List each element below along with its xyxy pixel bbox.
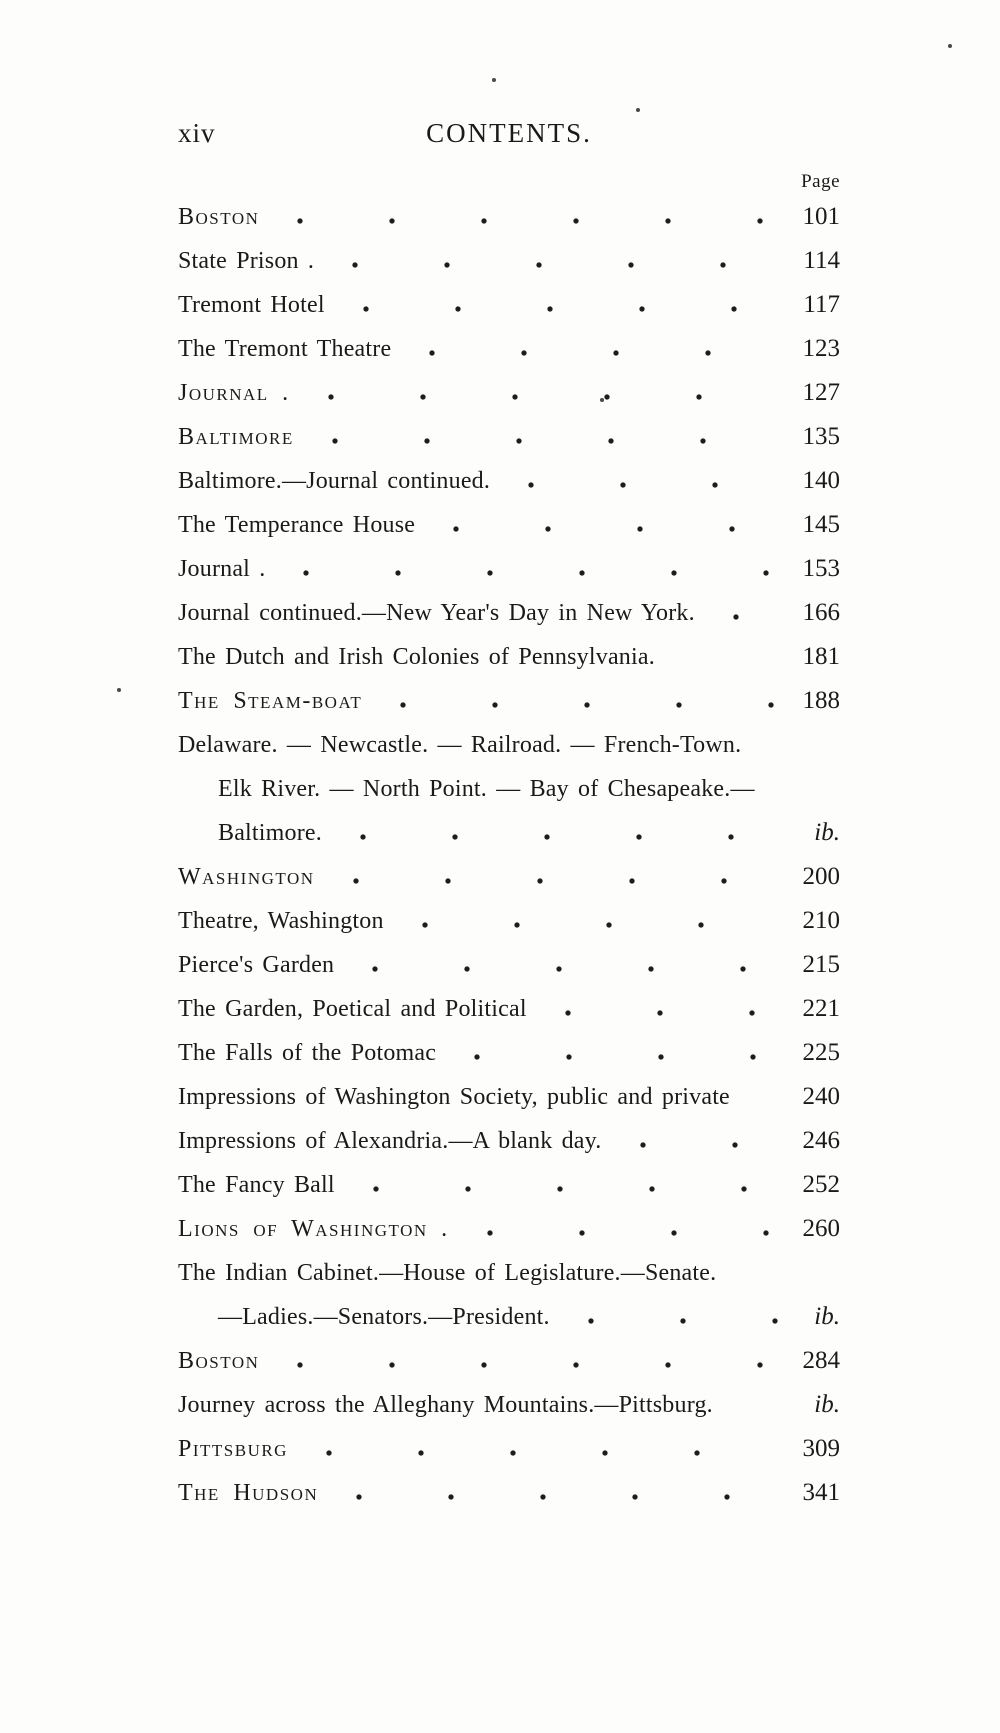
dot-leader xyxy=(338,1493,780,1501)
folio-number: xiv xyxy=(178,118,216,148)
dot-leader xyxy=(285,569,780,577)
toc-entry xyxy=(178,679,840,723)
dot-leader xyxy=(279,1361,780,1369)
toc-entry-title: Elk River. — North Point. — Bay of Chesapeake.— xyxy=(218,776,755,802)
dot-leader xyxy=(404,921,780,929)
toc-entry xyxy=(178,1383,840,1427)
toc-entry-title: Baltimore xyxy=(178,424,294,450)
toc-entry-page: 240 xyxy=(802,1083,840,1110)
toc-entry-title: The Fancy Ball xyxy=(178,1172,335,1198)
toc-entry xyxy=(178,1295,840,1339)
toc-entry xyxy=(178,767,840,811)
dot-leader xyxy=(345,305,780,313)
dot-leader xyxy=(733,1405,780,1413)
page-column-label: Page xyxy=(801,171,840,192)
toc-entry-page: 252 xyxy=(802,1171,840,1198)
toc-entry xyxy=(178,459,840,503)
dot-leader xyxy=(761,745,828,753)
toc-entry-title: Journal . xyxy=(178,380,290,406)
toc-entry-title: Lions of Washington . xyxy=(178,1216,449,1242)
toc-entry xyxy=(178,723,840,767)
toc-entry-title: Theatre, Washington xyxy=(178,908,384,934)
toc-entry-title: Pierce's Garden xyxy=(178,952,335,978)
toc-entry xyxy=(178,547,840,591)
dot-leader xyxy=(675,657,780,665)
toc-entry-page: 140 xyxy=(802,467,840,494)
dot-leader xyxy=(715,613,780,621)
toc-entry xyxy=(178,1251,840,1295)
toc-entry-page: 181 xyxy=(802,643,840,670)
toc-entry-page: 123 xyxy=(802,335,840,362)
toc-entry-page: 341 xyxy=(802,1479,840,1506)
scan-speck xyxy=(117,688,121,692)
dot-leader xyxy=(354,965,780,973)
dot-leader xyxy=(382,701,780,709)
toc-entry xyxy=(178,327,840,371)
toc-entry-page: 145 xyxy=(802,511,840,538)
toc-entry-title: Delaware. — Newcastle. — Railroad. — French-Town. xyxy=(178,732,742,758)
toc-entry xyxy=(178,1339,840,1383)
toc-entry xyxy=(178,371,840,415)
dot-leader xyxy=(310,393,780,401)
toc-entry xyxy=(178,635,840,679)
scan-speck xyxy=(948,44,952,48)
toc-entry-page: ib. xyxy=(814,1391,840,1418)
toc-entry-page: 153 xyxy=(802,555,840,582)
toc-entry-title: Boston xyxy=(178,204,260,230)
toc-entry-title: Journal . xyxy=(178,556,266,582)
toc-entry-page: 166 xyxy=(802,599,840,626)
dot-leader xyxy=(335,877,780,885)
dot-leader xyxy=(342,833,780,841)
toc-entry xyxy=(178,415,840,459)
dot-leader xyxy=(435,525,780,533)
toc-entry-title: Tremont Hotel xyxy=(178,292,325,318)
dot-leader xyxy=(622,1141,781,1149)
toc-entry-page: 284 xyxy=(802,1347,840,1374)
toc-entry-page: 221 xyxy=(802,995,840,1022)
toc-entry-title: —Ladies.—Senators.—President. xyxy=(218,1304,550,1330)
toc-entry xyxy=(178,283,840,327)
dot-leader xyxy=(279,217,780,225)
dot-leader xyxy=(775,789,828,797)
toc-entry-title: The Hudson xyxy=(178,1480,319,1506)
scan-speck xyxy=(636,108,640,112)
toc-entry xyxy=(178,1207,840,1251)
dot-leader xyxy=(355,1185,780,1193)
toc-entry-page: ib. xyxy=(814,819,840,846)
page-content xyxy=(178,118,840,1515)
toc-entry-title: Journal continued.—New Year's Day in New York. xyxy=(178,600,695,626)
toc-entry xyxy=(178,943,840,987)
toc-entry-title: The Tremont Theatre xyxy=(178,336,392,362)
dot-leader xyxy=(547,1009,780,1017)
toc-entry xyxy=(178,899,840,943)
toc-entry-page: ib. xyxy=(814,1303,840,1330)
toc-entry-page: 246 xyxy=(802,1127,840,1154)
toc-entry-page: 260 xyxy=(802,1215,840,1242)
toc-entry xyxy=(178,239,840,283)
dot-leader xyxy=(456,1053,780,1061)
toc-entry xyxy=(178,811,840,855)
toc-entry-title: The Indian Cabinet.—House of Legislature.—Senate. xyxy=(178,1260,717,1286)
toc-entry-title: The Temperance House xyxy=(178,512,416,538)
dot-leader xyxy=(750,1097,780,1105)
toc-entry xyxy=(178,855,840,899)
toc-entry-title: Boston xyxy=(178,1348,260,1374)
toc-entry-page: 135 xyxy=(802,423,840,450)
toc-entry-title: The Garden, Poetical and Political xyxy=(178,996,527,1022)
toc-entry-page: 225 xyxy=(802,1039,840,1066)
toc-entry xyxy=(178,1163,840,1207)
toc-entry-page: 117 xyxy=(803,291,840,318)
toc-entry xyxy=(178,503,840,547)
toc-entry-title: The Falls of the Potomac xyxy=(178,1040,437,1066)
toc-entry xyxy=(178,1427,840,1471)
scan-speck xyxy=(492,78,496,82)
toc-entry-title: Impressions of Washington Society, public and private xyxy=(178,1084,730,1110)
toc-entry-title: Journey across the Alleghany Mountains.—Pittsburg. xyxy=(178,1392,713,1418)
toc-entry xyxy=(178,591,840,635)
toc-entry-title: The Steam-boat xyxy=(178,688,363,714)
toc-entry-title: Impressions of Alexandria.—A blank day. xyxy=(178,1128,602,1154)
toc-entry-title: State Prison . xyxy=(178,248,315,274)
toc-entry xyxy=(178,195,840,239)
dot-leader xyxy=(334,261,780,269)
dot-leader xyxy=(510,481,780,489)
toc-entry xyxy=(178,1075,840,1119)
toc-entry xyxy=(178,1031,840,1075)
dot-leader xyxy=(736,1273,828,1281)
toc-entry-title: Pittsburg xyxy=(178,1436,288,1462)
toc-entry-page: 215 xyxy=(802,951,840,978)
toc-entry-page: 210 xyxy=(802,907,840,934)
dot-leader xyxy=(308,1449,780,1457)
dot-leader xyxy=(314,437,780,445)
toc-entry-page: 114 xyxy=(803,247,840,274)
toc-entry-title: The Dutch and Irish Colonies of Pennsylvania. xyxy=(178,644,655,670)
toc-entry-page: 309 xyxy=(802,1435,840,1462)
toc-entry-page: 101 xyxy=(802,203,840,230)
toc-entry-page: 200 xyxy=(802,863,840,890)
running-head: CONTENTS. xyxy=(426,118,592,148)
toc-entry-title: Baltimore.—Journal continued. xyxy=(178,468,491,494)
dot-leader xyxy=(469,1229,780,1237)
toc-entry xyxy=(178,1471,840,1515)
toc-entry xyxy=(178,987,840,1031)
toc-entry-title: Baltimore. xyxy=(218,820,322,846)
table-of-contents xyxy=(178,195,840,1515)
page-header xyxy=(178,118,840,149)
toc-entry xyxy=(178,1119,840,1163)
dot-leader xyxy=(570,1317,780,1325)
toc-entry-page: 127 xyxy=(802,379,840,406)
toc-entry-title: Washington xyxy=(178,864,315,890)
dot-leader xyxy=(411,349,780,357)
toc-entry-page: 188 xyxy=(802,687,840,714)
